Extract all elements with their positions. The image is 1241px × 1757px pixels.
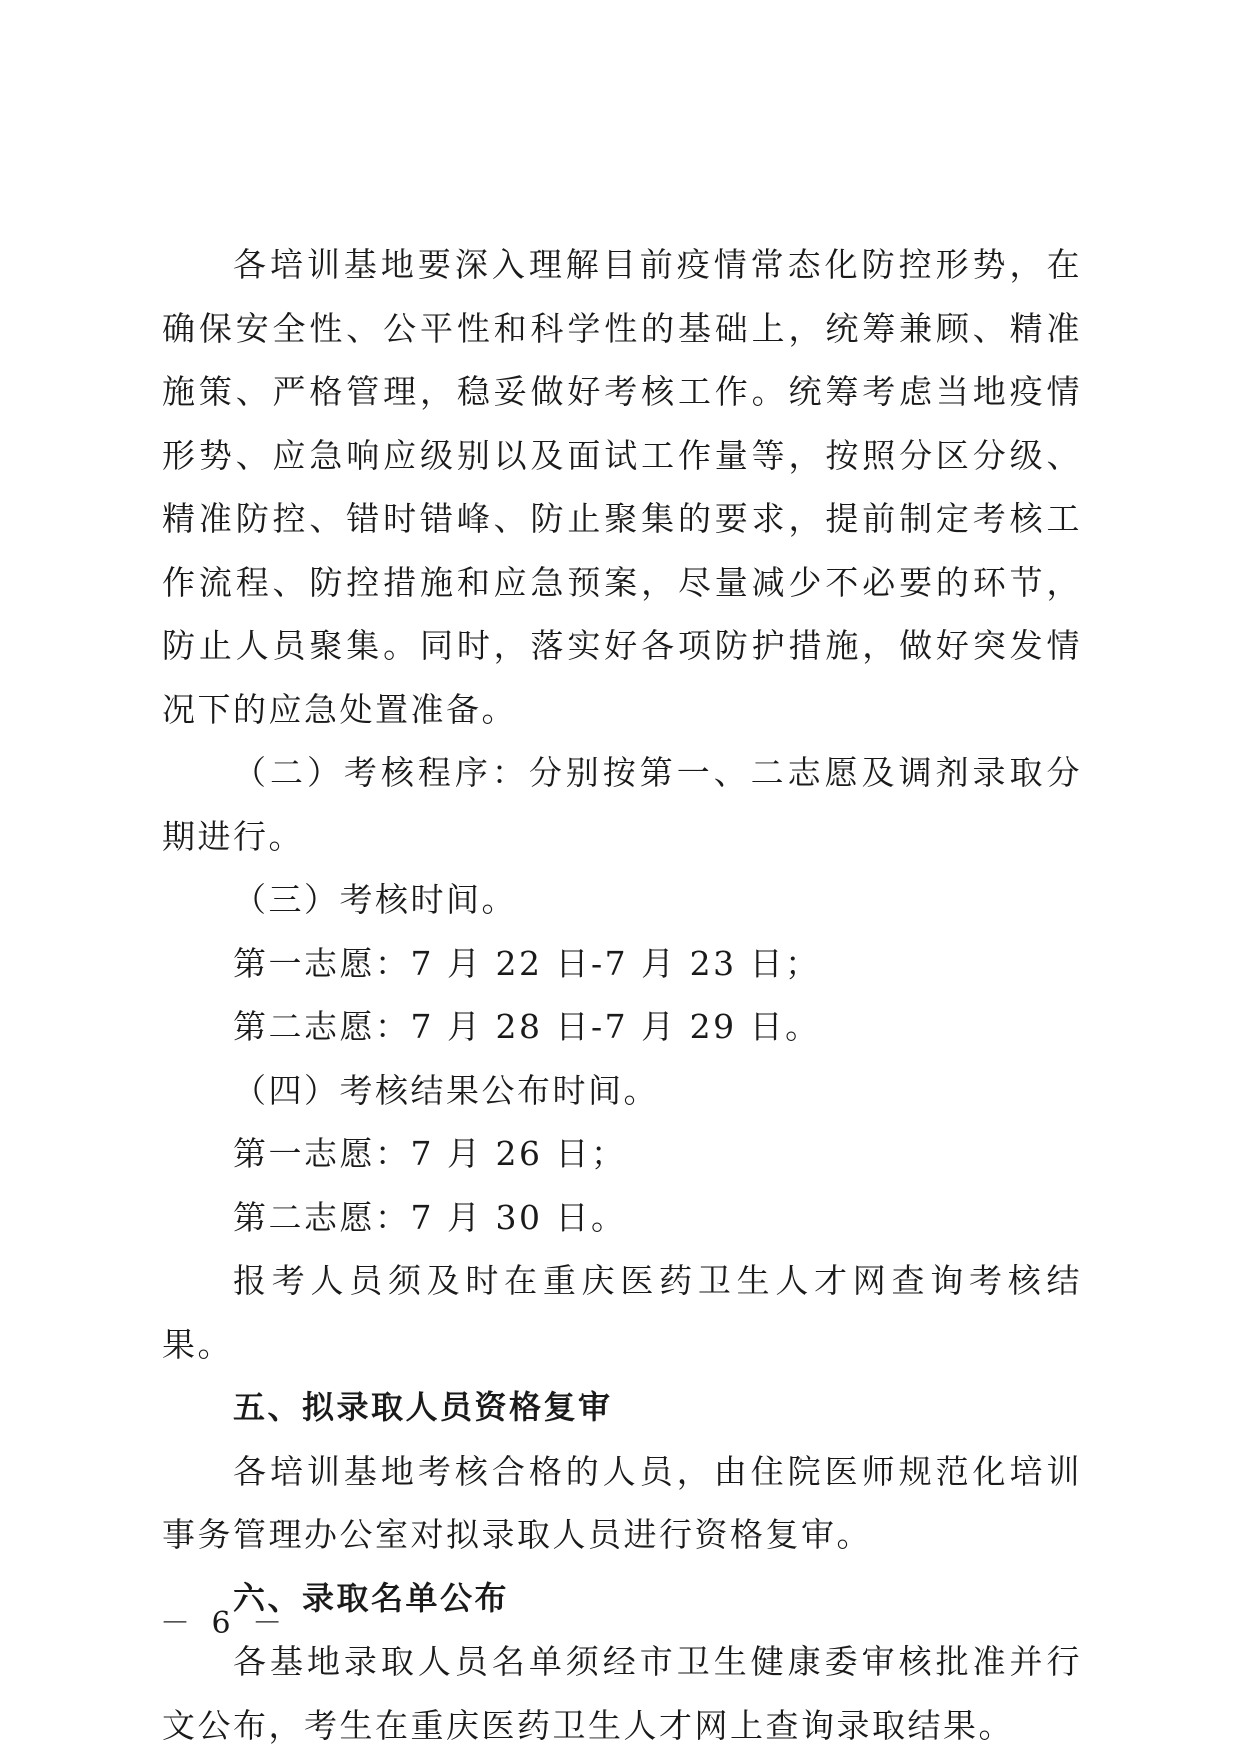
paragraph-epidemic-prevention: 各培训基地要深入理解目前疫情常态化防控形势，在确保安全性、公平性和科学性的基础上，统筹兼顾、精准施策、严格管理，稳妥做好考核工作。统筹考虑当地疫情形势、应急响应级别以及面试工作量等，按照分区分级、精准防控、错时错峰、防止聚集的要求，提前制定考核工作流程、防控措施和应急预案，尽量减少不必要的环节，防止人员聚集。同时，落实好各项防护措施，做好突发情况下的应急处置准备。 xyxy=(162,245,1082,729)
section-heading-qualification-review: 五、拟录取人员资格复审 xyxy=(233,1388,613,1426)
paragraph-second-choice-time: 第二志愿：7 月 28 日-7 月 29 日。 xyxy=(233,1007,821,1046)
paragraph-result-publish-heading: （四）考核结果公布时间。 xyxy=(233,1070,659,1110)
section-heading-admission-list: 六、录取名单公布 xyxy=(233,1578,510,1617)
document-body xyxy=(162,233,1082,1757)
paragraph-first-choice-time: 第一志愿：7 月 22 日-7 月 23 日； xyxy=(233,943,821,983)
paragraph-first-choice-result: 第一志愿：7 月 26 日； xyxy=(233,1134,627,1173)
paragraph-assessment-time-heading: （三）考核时间。 xyxy=(233,880,517,919)
paragraph-second-choice-result: 第二志愿：7 月 30 日。 xyxy=(233,1197,627,1237)
paragraph-check-results: 报考人员须及时在重庆医药卫生人才网查询考核结果。 xyxy=(162,1261,1082,1364)
paragraph-qualification-review: 各培训基地考核合格的人员，由住院医师规范化培训事务管理办公室对拟录取人员进行资格复审。 xyxy=(162,1451,1082,1554)
page-number: － 6 － xyxy=(160,1606,289,1641)
paragraph-admission-list: 各基地录取人员名单须经市卫生健康委审核批准并行文公布，考生在重庆医药卫生人才网上查询录取结果。 xyxy=(162,1642,1082,1745)
paragraph-assessment-procedure: （二）考核程序：分别按第一、二志愿及调剂录取分期进行。 xyxy=(162,753,1082,856)
